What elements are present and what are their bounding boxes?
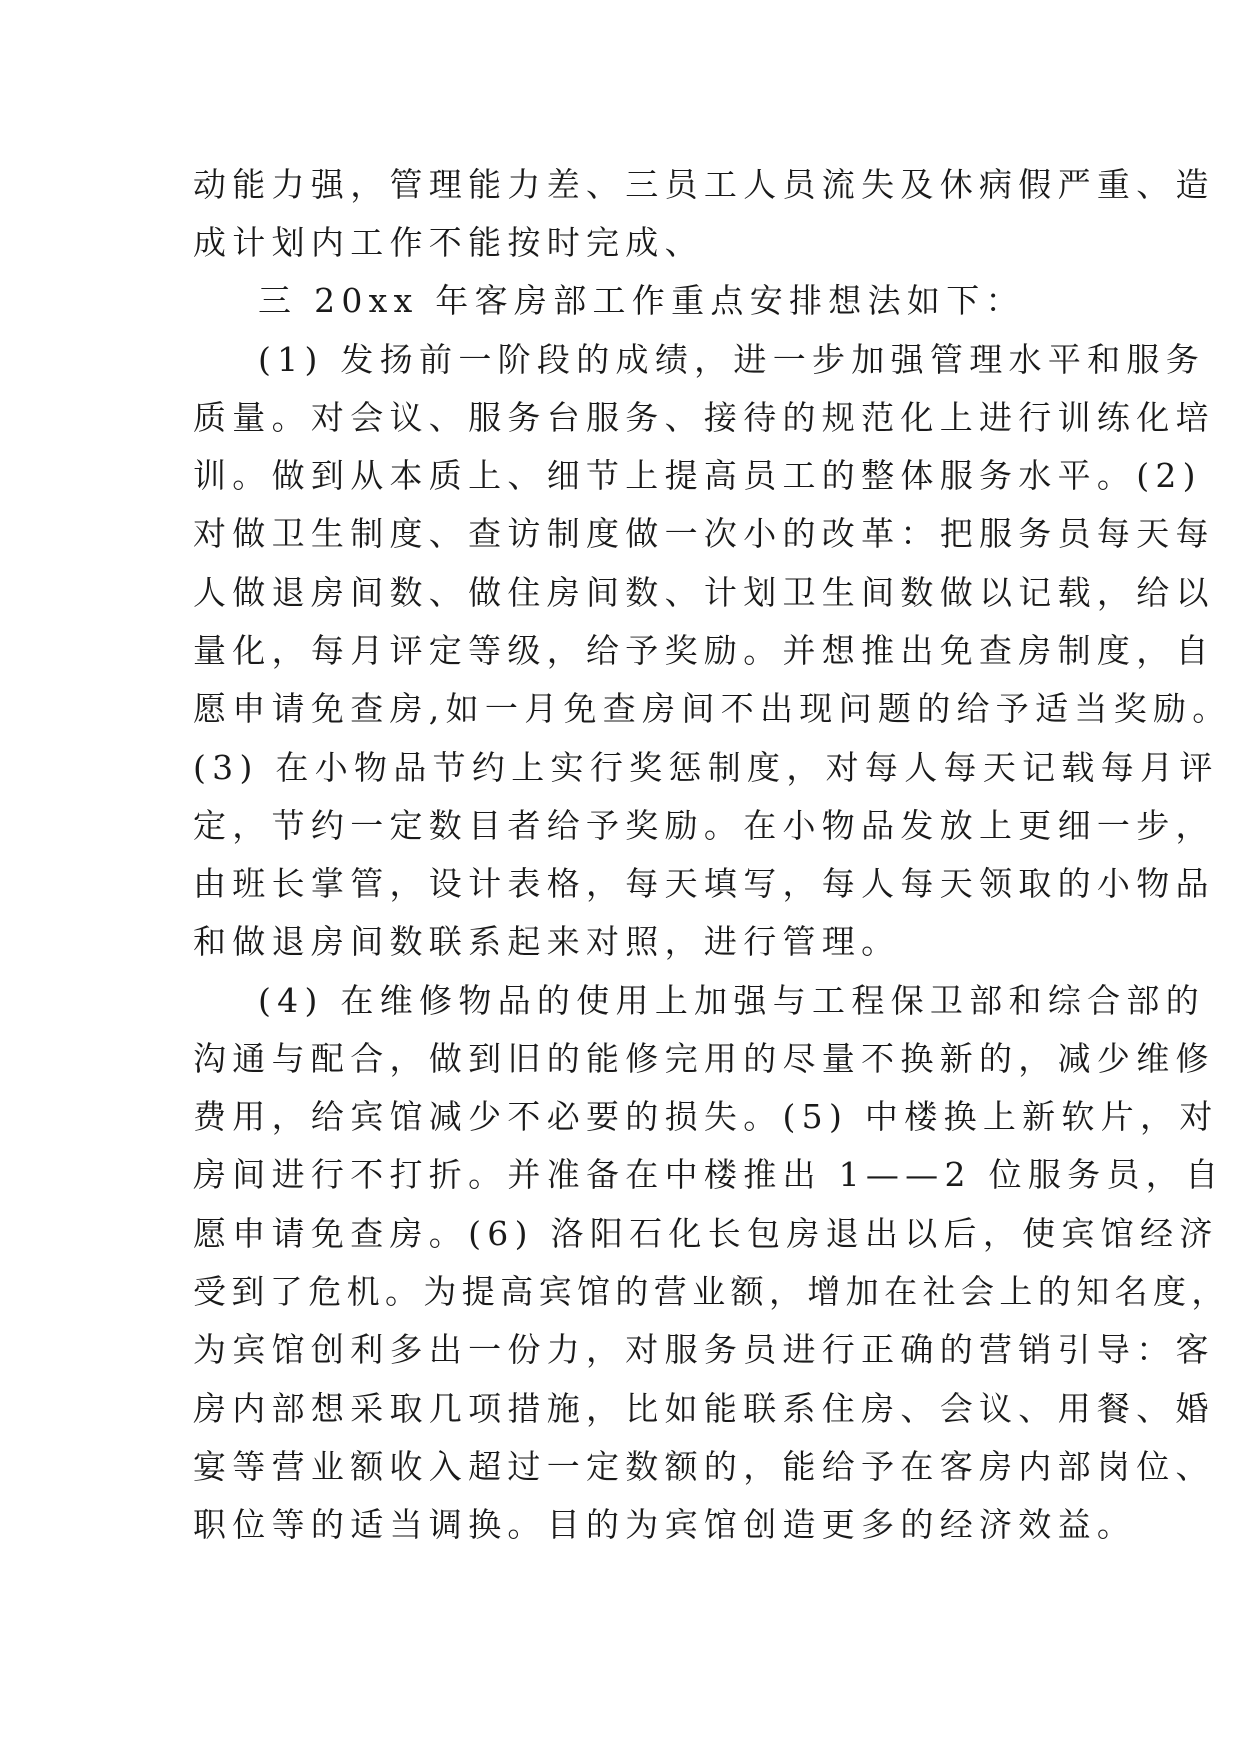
- text-line: 职位等的适当调换。目的为宾馆创造更多的经济效益。: [193, 1505, 1137, 1544]
- text-line: 和做退房间数联系起来对照，进行管理。: [193, 922, 901, 961]
- text-line: 质量。对会议、服务台服务、接待的规范化上进行训练化培: [193, 398, 1215, 437]
- text-line: 定，节约一定数目者给予奖励。在小物品发放上更细一步，: [193, 806, 1215, 845]
- text-line: (1) 发扬前一阶段的成绩，进一步加强管理水平和服务: [258, 340, 1206, 379]
- text-line: 受到了危机。为提高宾馆的营业额，增加在社会上的知名度，: [193, 1272, 1230, 1311]
- text-line: 愿申请免查房。(6) 洛阳石化长包房退出以后，使宾馆经济: [193, 1214, 1219, 1253]
- text-line: 动能力强，管理能力差、三员工人员流失及休病假严重、造: [193, 165, 1215, 204]
- text-line: 愿申请免查房,如一月免查房间不出现问题的给予适当奖励。: [193, 689, 1232, 728]
- text-line: 人做退房间数、做住房间数、计划卫生间数做以记载，给以: [193, 573, 1215, 612]
- text-line: 沟通与配合，做到旧的能修完用的尽量不换新的，减少维修: [193, 1039, 1215, 1078]
- text-line: 成计划内工作不能按时完成、: [193, 223, 704, 262]
- text-line: 宴等营业额收入超过一定数额的，能给予在客房内部岗位、: [193, 1447, 1215, 1486]
- section-heading: 三 20xx 年客房部工作重点安排想法如下：: [258, 281, 1025, 320]
- text-line: 对做卫生制度、查访制度做一次小的改革：把服务员每天每: [193, 514, 1215, 553]
- text-line: (4) 在维修物品的使用上加强与工程保卫部和综合部的: [258, 981, 1206, 1020]
- text-line: 费用，给宾馆减少不必要的损失。(5) 中楼换上新软片，对: [193, 1097, 1219, 1136]
- text-line: (3) 在小物品节约上实行奖惩制度，对每人每天记载每月评: [193, 748, 1219, 787]
- text-line: 房间进行不打折。并准备在中楼推出 1——2 位服务员，自: [193, 1155, 1225, 1194]
- text-line: 房内部想采取几项措施，比如能联系住房、会议、用餐、婚: [193, 1389, 1215, 1428]
- text-line: 由班长掌管，设计表格，每天填写，每人每天领取的小物品: [193, 864, 1215, 903]
- text-line: 为宾馆创利多出一份力，对服务员进行正确的营销引导：客: [193, 1330, 1215, 1369]
- text-line: 训。做到从本质上、细节上提高员工的整体服务水平。(2): [193, 456, 1202, 495]
- text-line: 量化，每月评定等级，给予奖励。并想推出免查房制度，自: [193, 631, 1215, 670]
